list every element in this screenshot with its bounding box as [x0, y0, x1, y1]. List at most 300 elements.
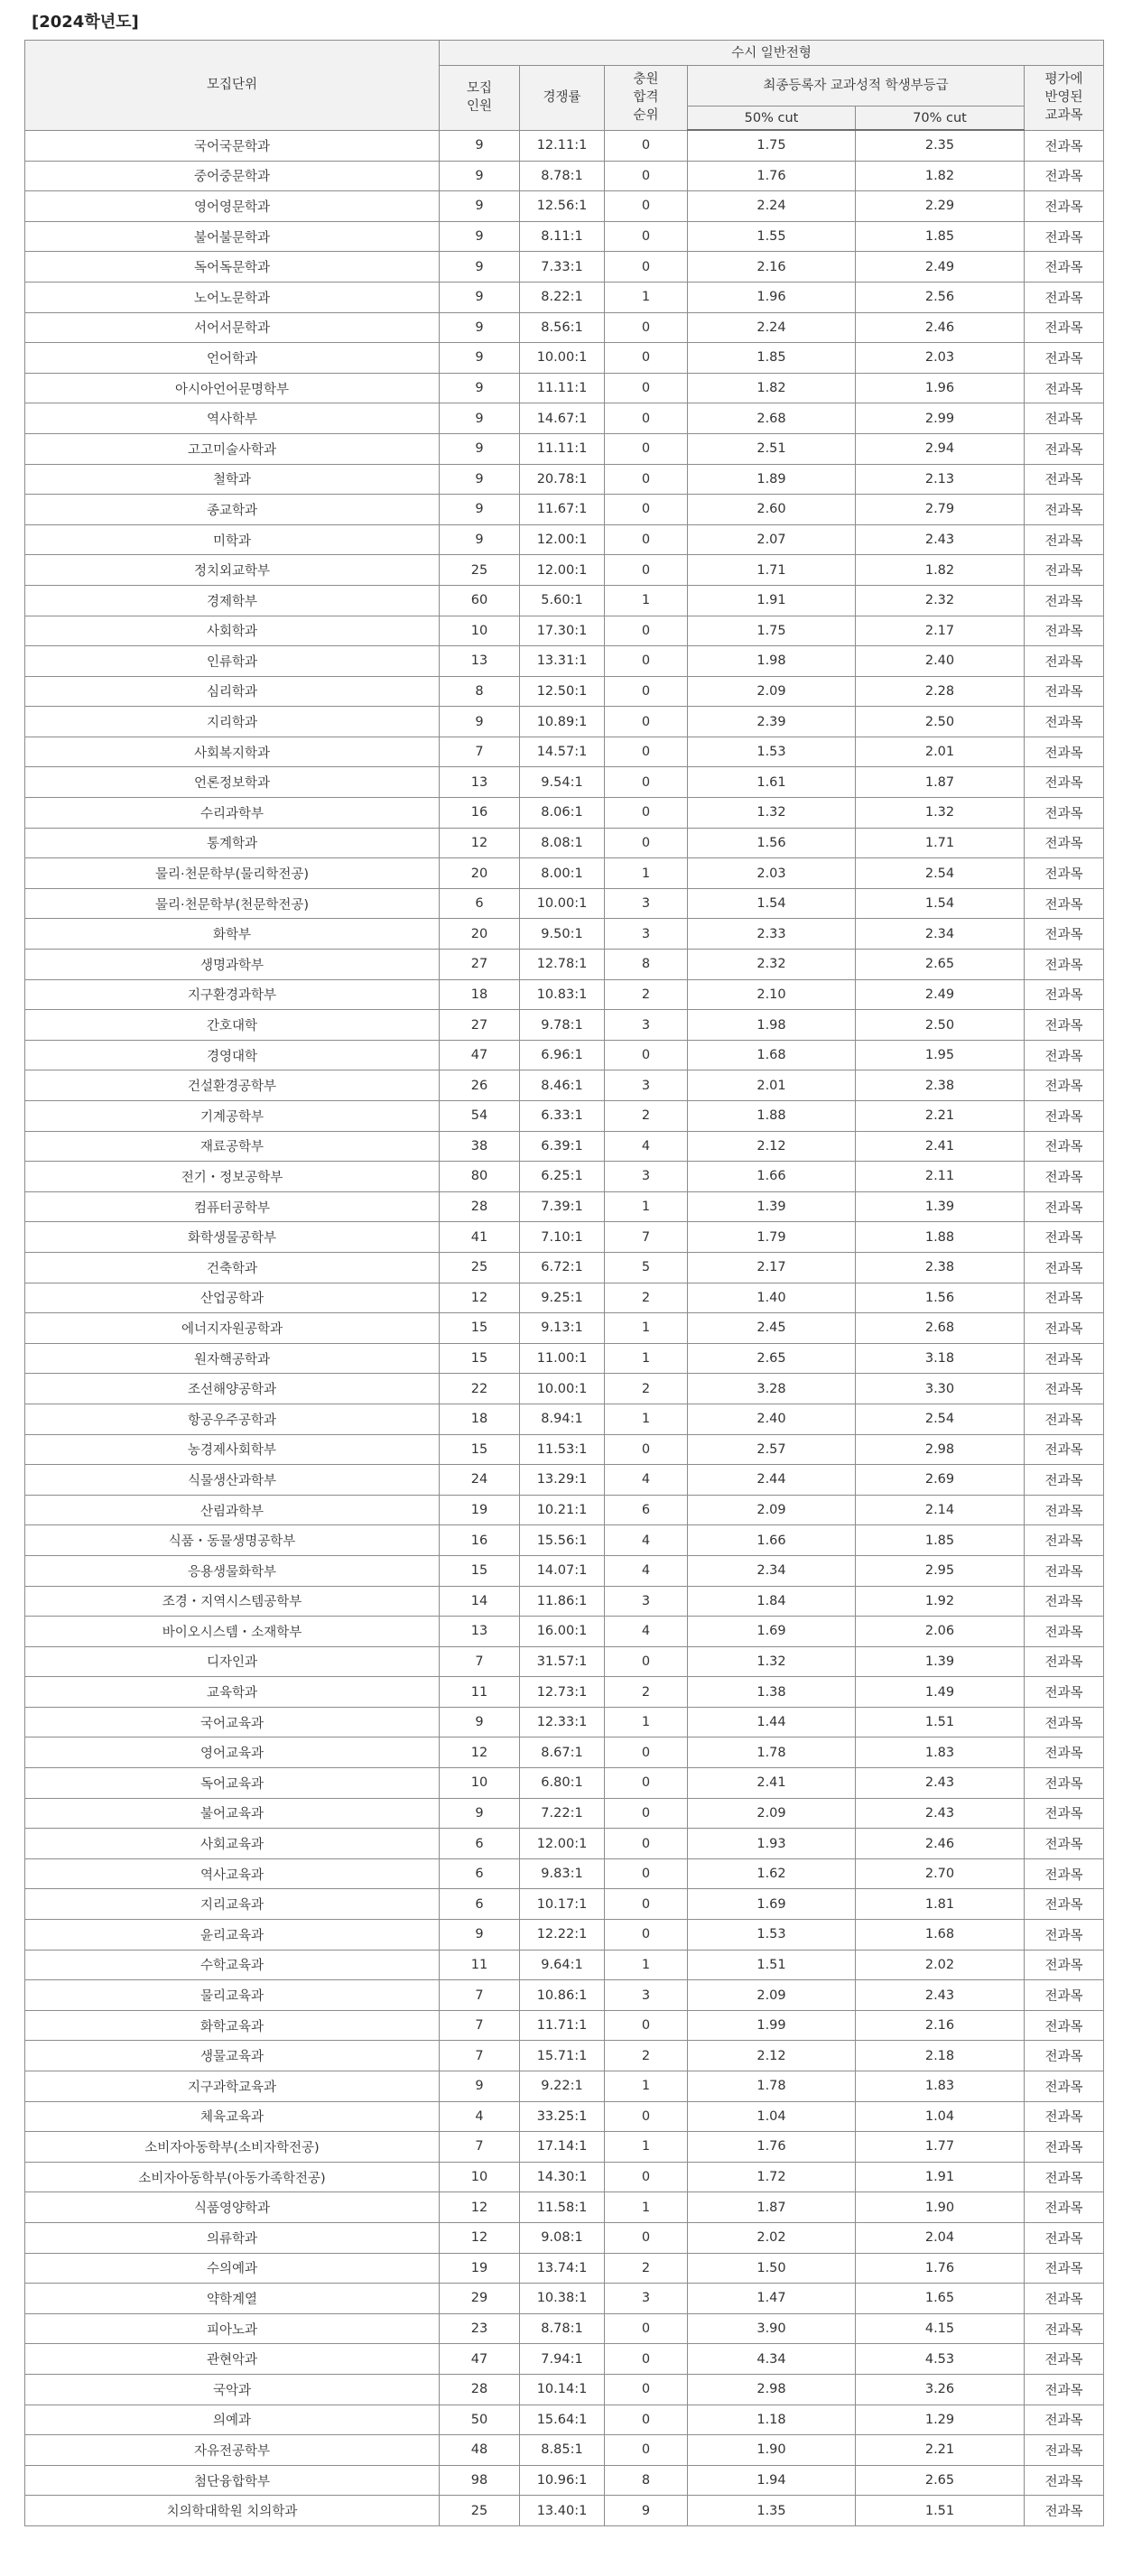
cell-ratio: 12.50:1 — [520, 676, 605, 707]
cell-cut50: 1.68 — [688, 1040, 856, 1070]
table-row — [25, 312, 1104, 343]
cell-quota: 26 — [440, 1070, 520, 1101]
cell-quota: 60 — [440, 585, 520, 616]
header-cut50: 50% cut — [688, 107, 856, 131]
cell-quota: 50 — [440, 2405, 520, 2435]
cell-unit: 의예과 — [25, 2405, 440, 2435]
cell-ratio: 20.78:1 — [520, 464, 605, 495]
cell-waitlist: 0 — [605, 707, 688, 737]
table-row — [25, 1313, 1104, 1344]
cell-unit: 수리과학부 — [25, 798, 440, 829]
cell-cut50: 2.34 — [688, 1555, 856, 1586]
table-row — [25, 1586, 1104, 1617]
cell-waitlist: 0 — [605, 737, 688, 767]
cell-quota: 9 — [440, 221, 520, 252]
cell-unit: 식품영양학과 — [25, 2192, 440, 2223]
cell-cut50: 2.03 — [688, 858, 856, 889]
cell-subjects: 전과목 — [1025, 1162, 1104, 1192]
cell-ratio: 10.00:1 — [520, 1374, 605, 1404]
cell-subjects: 전과목 — [1025, 555, 1104, 586]
cell-subjects: 전과목 — [1025, 312, 1104, 343]
cell-ratio: 7.39:1 — [520, 1191, 605, 1222]
cell-quota: 7 — [440, 737, 520, 767]
cell-cut70: 1.82 — [856, 161, 1025, 191]
cell-cut70: 2.43 — [856, 1768, 1025, 1799]
cell-cut70: 2.56 — [856, 282, 1025, 312]
cell-subjects: 전과목 — [1025, 1920, 1104, 1951]
cell-ratio: 12.73:1 — [520, 1677, 605, 1708]
cell-cut70: 1.65 — [856, 2284, 1025, 2314]
cell-cut70: 1.56 — [856, 1283, 1025, 1313]
cell-waitlist: 0 — [605, 1646, 688, 1677]
cell-ratio: 15.71:1 — [520, 2041, 605, 2071]
cell-cut50: 1.18 — [688, 2405, 856, 2435]
table-row — [25, 373, 1104, 403]
table-row — [25, 403, 1104, 434]
cell-ratio: 12.11:1 — [520, 130, 605, 161]
cell-cut50: 2.16 — [688, 252, 856, 283]
cell-unit: 통계학과 — [25, 828, 440, 858]
cell-quota: 15 — [440, 1555, 520, 1586]
cell-cut70: 2.35 — [856, 130, 1025, 161]
cell-quota: 8 — [440, 676, 520, 707]
cell-subjects: 전과목 — [1025, 191, 1104, 222]
table-row — [25, 1920, 1104, 1951]
cell-ratio: 17.14:1 — [520, 2132, 605, 2163]
cell-ratio: 10.14:1 — [520, 2374, 605, 2405]
cell-cut70: 1.92 — [856, 1586, 1025, 1617]
cell-cut70: 2.95 — [856, 1555, 1025, 1586]
cell-unit: 피아노과 — [25, 2313, 440, 2344]
cell-unit: 철학과 — [25, 464, 440, 495]
cell-cut50: 2.24 — [688, 312, 856, 343]
cell-ratio: 7.33:1 — [520, 252, 605, 283]
cell-ratio: 9.08:1 — [520, 2222, 605, 2253]
cell-cut70: 2.01 — [856, 737, 1025, 767]
cell-unit: 역사교육과 — [25, 1858, 440, 1889]
cell-subjects: 전과목 — [1025, 1677, 1104, 1708]
cell-cut50: 1.91 — [688, 585, 856, 616]
cell-cut50: 2.68 — [688, 403, 856, 434]
cell-waitlist: 0 — [605, 2344, 688, 2375]
cell-cut50: 2.10 — [688, 979, 856, 1010]
cell-cut50: 1.98 — [688, 1010, 856, 1041]
cell-unit: 지구환경과학부 — [25, 979, 440, 1010]
header-quota: 모집 인원 — [440, 66, 520, 131]
cell-ratio: 15.56:1 — [520, 1525, 605, 1556]
cell-ratio: 14.67:1 — [520, 403, 605, 434]
cell-waitlist: 2 — [605, 1677, 688, 1708]
cell-waitlist: 0 — [605, 161, 688, 191]
cell-quota: 19 — [440, 2253, 520, 2284]
table-row — [25, 1434, 1104, 1465]
cell-subjects: 전과목 — [1025, 1737, 1104, 1768]
cell-quota: 48 — [440, 2435, 520, 2466]
cell-quota: 9 — [440, 1707, 520, 1737]
cell-waitlist: 1 — [605, 585, 688, 616]
cell-cut50: 2.32 — [688, 950, 856, 980]
table-row — [25, 585, 1104, 616]
cell-waitlist: 8 — [605, 2465, 688, 2496]
cell-quota: 9 — [440, 343, 520, 374]
cell-cut50: 1.75 — [688, 130, 856, 161]
cell-waitlist: 0 — [605, 1920, 688, 1951]
cell-unit: 사회복지학과 — [25, 737, 440, 767]
table-row — [25, 524, 1104, 555]
cell-unit: 치의학대학원 치의학과 — [25, 2496, 440, 2526]
cell-quota: 15 — [440, 1434, 520, 1465]
cell-cut70: 1.88 — [856, 1222, 1025, 1253]
table-row — [25, 2374, 1104, 2405]
cell-unit: 역사학부 — [25, 403, 440, 434]
table-row — [25, 464, 1104, 495]
cell-quota: 9 — [440, 252, 520, 283]
cell-waitlist: 1 — [605, 858, 688, 889]
cell-unit: 국어교육과 — [25, 1707, 440, 1737]
cell-waitlist: 0 — [605, 130, 688, 161]
cell-quota: 12 — [440, 828, 520, 858]
cell-waitlist: 2 — [605, 979, 688, 1010]
cell-subjects: 전과목 — [1025, 950, 1104, 980]
table-row — [25, 2192, 1104, 2223]
cell-subjects: 전과목 — [1025, 585, 1104, 616]
cell-cut50: 1.35 — [688, 2496, 856, 2526]
cell-subjects: 전과목 — [1025, 1374, 1104, 1404]
cell-waitlist: 3 — [605, 919, 688, 950]
cell-cut50: 2.17 — [688, 1252, 856, 1283]
cell-waitlist: 0 — [605, 1829, 688, 1859]
table-row — [25, 2344, 1104, 2375]
cell-cut50: 1.76 — [688, 161, 856, 191]
cell-ratio: 12.56:1 — [520, 191, 605, 222]
table-row — [25, 1070, 1104, 1101]
cell-quota: 12 — [440, 1737, 520, 1768]
cell-waitlist: 0 — [605, 464, 688, 495]
cell-unit: 재료공학부 — [25, 1131, 440, 1162]
cell-unit: 식물생산과학부 — [25, 1465, 440, 1496]
cell-cut70: 1.91 — [856, 2162, 1025, 2192]
cell-quota: 19 — [440, 1495, 520, 1525]
cell-cut70: 1.96 — [856, 373, 1025, 403]
cell-ratio: 9.78:1 — [520, 1010, 605, 1041]
table-row — [25, 1404, 1104, 1434]
table-row — [25, 2405, 1104, 2435]
cell-ratio: 9.64:1 — [520, 1950, 605, 1980]
cell-cut50: 1.85 — [688, 343, 856, 374]
cell-subjects: 전과목 — [1025, 828, 1104, 858]
cell-quota: 13 — [440, 767, 520, 798]
cell-subjects: 전과목 — [1025, 1950, 1104, 1980]
cell-quota: 23 — [440, 2313, 520, 2344]
cell-waitlist: 1 — [605, 1343, 688, 1374]
cell-ratio: 15.64:1 — [520, 2405, 605, 2435]
table-row — [25, 1768, 1104, 1799]
cell-subjects: 전과목 — [1025, 616, 1104, 646]
cell-quota: 28 — [440, 2374, 520, 2405]
cell-subjects: 전과목 — [1025, 1404, 1104, 1434]
cell-unit: 소비자아동학부(아동가족학전공) — [25, 2162, 440, 2192]
cell-subjects: 전과목 — [1025, 1283, 1104, 1313]
cell-waitlist: 0 — [605, 2010, 688, 2041]
table-row — [25, 828, 1104, 858]
table-row — [25, 707, 1104, 737]
cell-cut70: 2.43 — [856, 524, 1025, 555]
cell-subjects: 전과목 — [1025, 252, 1104, 283]
cell-waitlist: 3 — [605, 1980, 688, 2011]
cell-cut70: 2.54 — [856, 858, 1025, 889]
cell-subjects: 전과목 — [1025, 1252, 1104, 1283]
header-waitlist: 충원 합격 순위 — [605, 66, 688, 131]
cell-waitlist: 9 — [605, 2496, 688, 2526]
cell-ratio: 13.40:1 — [520, 2496, 605, 2526]
cell-quota: 9 — [440, 1798, 520, 1829]
cell-cut50: 1.04 — [688, 2101, 856, 2132]
cell-quota: 7 — [440, 1980, 520, 2011]
table-row — [25, 221, 1104, 252]
cell-cut50: 2.12 — [688, 1131, 856, 1162]
cell-ratio: 6.80:1 — [520, 1768, 605, 1799]
header-subjects: 평가에 반영된 교과목 — [1025, 66, 1104, 131]
cell-quota: 11 — [440, 1950, 520, 1980]
cell-cut70: 2.98 — [856, 1434, 1025, 1465]
cell-subjects: 전과목 — [1025, 1889, 1104, 1920]
table-row — [25, 1798, 1104, 1829]
cell-ratio: 8.00:1 — [520, 858, 605, 889]
table-row — [25, 1950, 1104, 1980]
cell-cut50: 2.41 — [688, 1768, 856, 1799]
cell-ratio: 11.67:1 — [520, 495, 605, 525]
cell-unit: 조경・지역시스템공학부 — [25, 1586, 440, 1617]
cell-cut50: 3.90 — [688, 2313, 856, 2344]
cell-cut70: 2.38 — [856, 1070, 1025, 1101]
cell-cut70: 2.03 — [856, 343, 1025, 374]
cell-quota: 25 — [440, 2496, 520, 2526]
cell-waitlist: 0 — [605, 2101, 688, 2132]
cell-cut70: 2.43 — [856, 1798, 1025, 1829]
header-unit: 모집단위 — [25, 41, 440, 131]
cell-cut70: 2.11 — [856, 1162, 1025, 1192]
cell-unit: 경제학부 — [25, 585, 440, 616]
cell-ratio: 7.94:1 — [520, 2344, 605, 2375]
cell-quota: 18 — [440, 979, 520, 1010]
cell-cut70: 2.70 — [856, 1858, 1025, 1889]
cell-waitlist: 0 — [605, 433, 688, 464]
cell-cut50: 2.51 — [688, 433, 856, 464]
cell-unit: 사회학과 — [25, 616, 440, 646]
cell-cut50: 2.01 — [688, 1070, 856, 1101]
cell-cut70: 1.90 — [856, 2192, 1025, 2223]
cell-unit: 관현악과 — [25, 2344, 440, 2375]
table-row — [25, 343, 1104, 374]
cell-cut50: 1.98 — [688, 646, 856, 677]
cell-cut70: 2.41 — [856, 1131, 1025, 1162]
cell-cut50: 1.93 — [688, 1829, 856, 1859]
cell-waitlist: 1 — [605, 2192, 688, 2223]
cell-ratio: 8.11:1 — [520, 221, 605, 252]
cell-subjects: 전과목 — [1025, 2253, 1104, 2284]
cell-quota: 22 — [440, 1374, 520, 1404]
cell-unit: 건축학과 — [25, 1252, 440, 1283]
cell-cut70: 2.32 — [856, 585, 1025, 616]
cell-waitlist: 6 — [605, 1495, 688, 1525]
cell-cut70: 2.69 — [856, 1465, 1025, 1496]
cell-quota: 6 — [440, 888, 520, 919]
cell-quota: 12 — [440, 2192, 520, 2223]
cell-cut50: 1.66 — [688, 1162, 856, 1192]
cell-cut50: 2.09 — [688, 1980, 856, 2011]
cell-subjects: 전과목 — [1025, 2313, 1104, 2344]
cell-cut50: 1.61 — [688, 767, 856, 798]
cell-ratio: 9.22:1 — [520, 2071, 605, 2102]
cell-cut70: 1.51 — [856, 1707, 1025, 1737]
cell-subjects: 전과목 — [1025, 2284, 1104, 2314]
cell-quota: 6 — [440, 1829, 520, 1859]
cell-subjects: 전과목 — [1025, 1617, 1104, 1647]
cell-ratio: 9.50:1 — [520, 919, 605, 950]
cell-cut70: 1.32 — [856, 798, 1025, 829]
cell-subjects: 전과목 — [1025, 737, 1104, 767]
cell-quota: 9 — [440, 464, 520, 495]
cell-cut70: 3.18 — [856, 1343, 1025, 1374]
cell-cut50: 1.78 — [688, 2071, 856, 2102]
cell-cut70: 2.94 — [856, 433, 1025, 464]
cell-unit: 영어영문학과 — [25, 191, 440, 222]
table-row — [25, 858, 1104, 889]
cell-ratio: 12.00:1 — [520, 555, 605, 586]
table-row — [25, 1858, 1104, 1889]
cell-unit: 산업공학과 — [25, 1283, 440, 1313]
cell-quota: 7 — [440, 2010, 520, 2041]
cell-quota: 10 — [440, 2162, 520, 2192]
cell-cut50: 1.32 — [688, 1646, 856, 1677]
cell-cut70: 1.54 — [856, 888, 1025, 919]
cell-ratio: 6.72:1 — [520, 1252, 605, 1283]
cell-ratio: 6.25:1 — [520, 1162, 605, 1192]
cell-ratio: 9.83:1 — [520, 1858, 605, 1889]
table-row — [25, 1010, 1104, 1041]
cell-unit: 지리학과 — [25, 707, 440, 737]
cell-cut70: 2.28 — [856, 676, 1025, 707]
cell-waitlist: 0 — [605, 2162, 688, 2192]
cell-waitlist: 0 — [605, 676, 688, 707]
cell-ratio: 8.85:1 — [520, 2435, 605, 2466]
cell-waitlist: 3 — [605, 1586, 688, 1617]
cell-unit: 산림과학부 — [25, 1495, 440, 1525]
cell-subjects: 전과목 — [1025, 1313, 1104, 1344]
cell-unit: 인류학과 — [25, 646, 440, 677]
cell-unit: 자유전공학부 — [25, 2435, 440, 2466]
cell-cut50: 1.75 — [688, 616, 856, 646]
cell-ratio: 8.78:1 — [520, 161, 605, 191]
cell-subjects: 전과목 — [1025, 1131, 1104, 1162]
cell-unit: 언론정보학과 — [25, 767, 440, 798]
cell-cut50: 2.65 — [688, 1343, 856, 1374]
table-row — [25, 1646, 1104, 1677]
cell-waitlist: 0 — [605, 2313, 688, 2344]
cell-waitlist: 1 — [605, 1950, 688, 1980]
cell-cut70: 2.65 — [856, 950, 1025, 980]
cell-ratio: 14.07:1 — [520, 1555, 605, 1586]
cell-subjects: 전과목 — [1025, 1010, 1104, 1041]
cell-quota: 25 — [440, 555, 520, 586]
cell-unit: 컴퓨터공학부 — [25, 1191, 440, 1222]
table-row — [25, 1283, 1104, 1313]
cell-unit: 바이오시스템・소재학부 — [25, 1617, 440, 1647]
cell-waitlist: 0 — [605, 2405, 688, 2435]
cell-cut70: 2.34 — [856, 919, 1025, 950]
cell-subjects: 전과목 — [1025, 1646, 1104, 1677]
cell-unit: 불어교육과 — [25, 1798, 440, 1829]
table-row — [25, 1980, 1104, 2011]
table-row — [25, 1525, 1104, 1556]
cell-waitlist: 0 — [605, 1858, 688, 1889]
cell-waitlist: 1 — [605, 2132, 688, 2163]
cell-subjects: 전과목 — [1025, 2010, 1104, 2041]
cell-waitlist: 1 — [605, 2071, 688, 2102]
cell-ratio: 8.67:1 — [520, 1737, 605, 1768]
cell-quota: 15 — [440, 1313, 520, 1344]
cell-subjects: 전과목 — [1025, 130, 1104, 161]
cell-ratio: 8.08:1 — [520, 828, 605, 858]
cell-unit: 국악과 — [25, 2374, 440, 2405]
cell-subjects: 전과목 — [1025, 1495, 1104, 1525]
cell-quota: 7 — [440, 2132, 520, 2163]
table-row — [25, 2101, 1104, 2132]
cell-cut50: 1.90 — [688, 2435, 856, 2466]
table-row — [25, 767, 1104, 798]
cell-ratio: 10.38:1 — [520, 2284, 605, 2314]
cell-waitlist: 4 — [605, 1617, 688, 1647]
cell-waitlist: 3 — [605, 1010, 688, 1041]
cell-cut50: 1.66 — [688, 1525, 856, 1556]
cell-cut70: 2.02 — [856, 1950, 1025, 1980]
cell-waitlist: 0 — [605, 1434, 688, 1465]
cell-subjects: 전과목 — [1025, 1101, 1104, 1132]
cell-ratio: 17.30:1 — [520, 616, 605, 646]
table-row — [25, 433, 1104, 464]
cell-cut70: 2.21 — [856, 2435, 1025, 2466]
cell-unit: 독어교육과 — [25, 1768, 440, 1799]
cell-unit: 소비자아동학부(소비자학전공) — [25, 2132, 440, 2163]
cell-quota: 9 — [440, 373, 520, 403]
table-row — [25, 1222, 1104, 1253]
table-header — [25, 41, 1104, 131]
cell-quota: 11 — [440, 1677, 520, 1708]
cell-waitlist: 0 — [605, 252, 688, 283]
cell-cut70: 2.68 — [856, 1313, 1025, 1344]
cell-quota: 28 — [440, 1191, 520, 1222]
cell-unit: 첨단융합학부 — [25, 2465, 440, 2496]
cell-quota: 27 — [440, 1010, 520, 1041]
cell-subjects: 전과목 — [1025, 1586, 1104, 1617]
table-row — [25, 2313, 1104, 2344]
cell-cut50: 2.60 — [688, 495, 856, 525]
cell-cut70: 2.49 — [856, 979, 1025, 1010]
cell-cut50: 1.94 — [688, 2465, 856, 2496]
cell-cut70: 1.81 — [856, 1889, 1025, 1920]
cell-cut50: 1.69 — [688, 1617, 856, 1647]
cell-cut50: 1.56 — [688, 828, 856, 858]
cell-quota: 16 — [440, 798, 520, 829]
cell-quota: 38 — [440, 1131, 520, 1162]
cell-cut70: 2.18 — [856, 2041, 1025, 2071]
cell-unit: 고고미술사학과 — [25, 433, 440, 464]
table-row — [25, 1131, 1104, 1162]
cell-ratio: 11.71:1 — [520, 2010, 605, 2041]
cell-waitlist: 0 — [605, 2374, 688, 2405]
cell-subjects: 전과목 — [1025, 2192, 1104, 2223]
cell-unit: 에너지자원공학과 — [25, 1313, 440, 1344]
